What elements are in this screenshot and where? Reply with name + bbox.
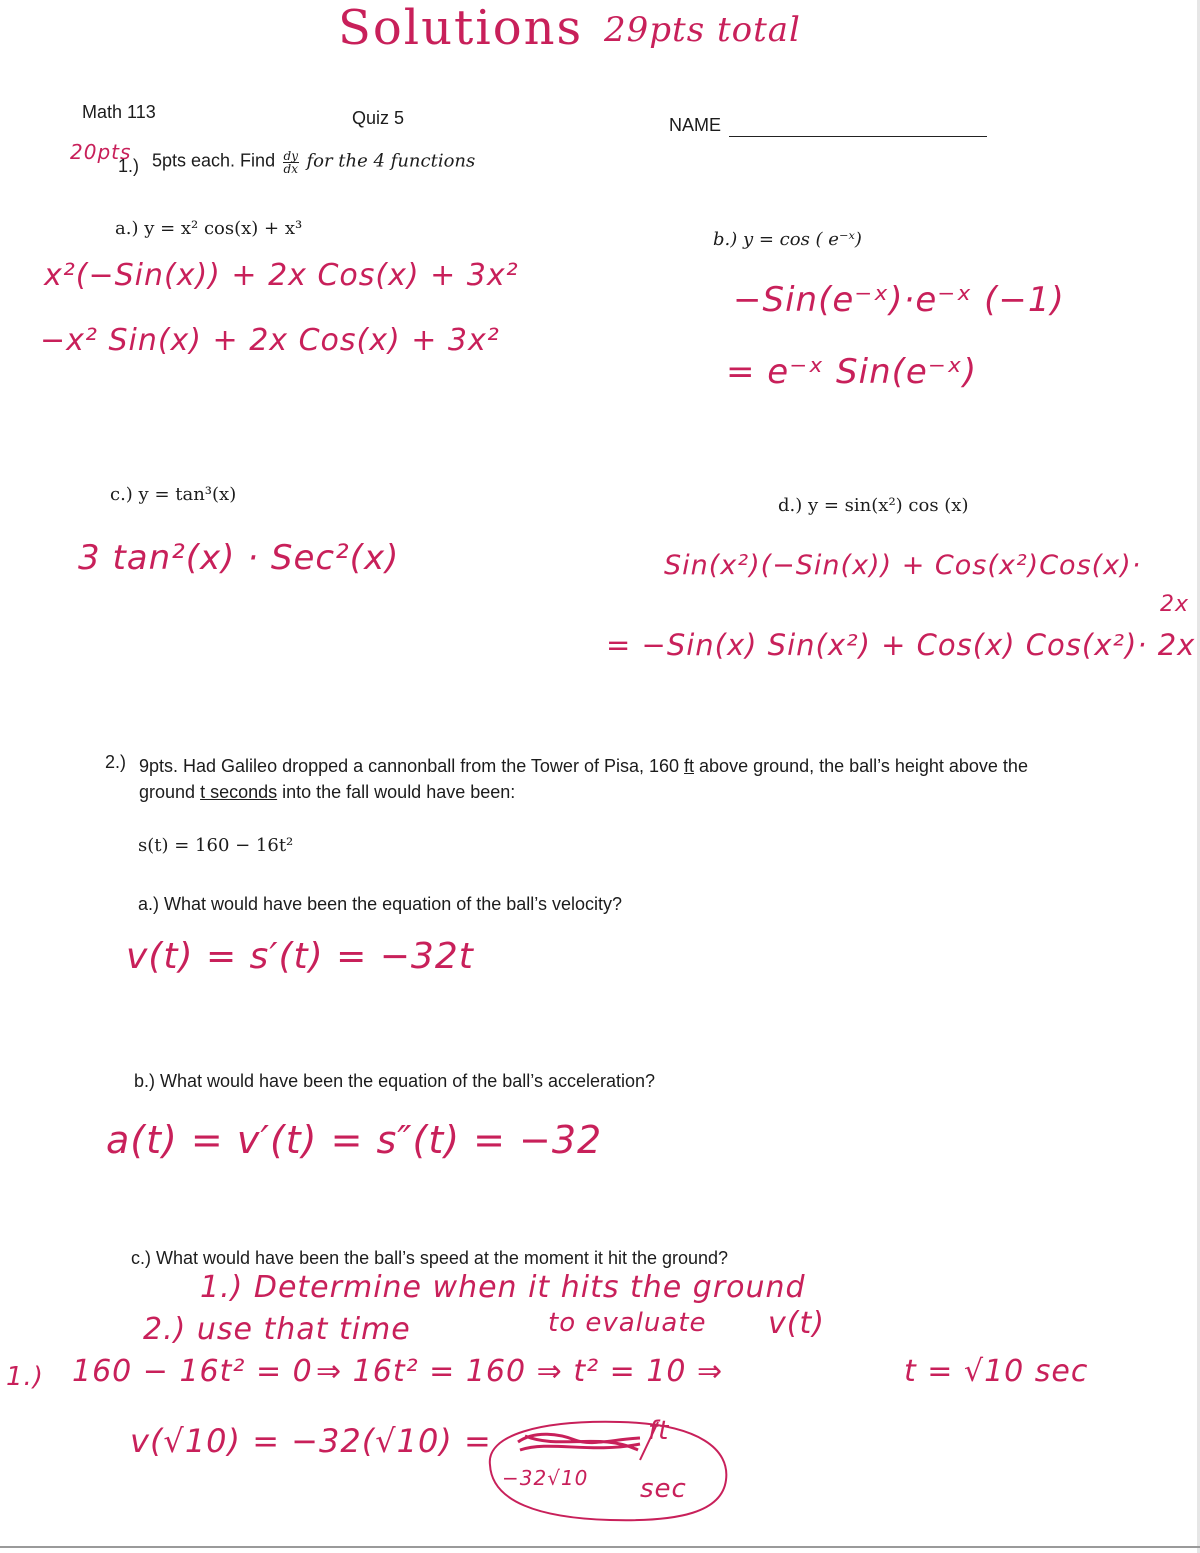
q1-number: 1.) [118,156,140,176]
q2c-work-2: v(√10) = −32(√10) = [130,1422,492,1460]
q2c-step-1: 1.) Determine when it hits the ground [200,1270,806,1305]
q2a-work: v(t) = s′(t) = −32t [126,936,474,977]
page-bottom-edge [0,1546,1200,1548]
name-label: NAME [669,115,722,135]
course-label: Math 113 [82,102,156,122]
q2c-work-1-equation: 160 − 16t² = 0 [72,1354,313,1389]
q2c-step-2-evaluate: to evaluate [548,1308,707,1338]
q1a-work-line-1: x²(−Sin(x)) + 2x Cos(x) + 3x² [44,258,519,293]
answer-unit-ft: ft [648,1416,670,1446]
dy-dx-fraction: $\frac{dy}{dx}$ [283,149,298,176]
q2-prompt-line-2: ground t seconds into the fall would have been: [139,782,516,802]
q1d-work-line-1: Sin(x²)(−Sin(x)) + Cos(x²)Cos(x)· [664,550,1142,581]
answer-value: −32√10 [502,1466,589,1490]
q1-margin-points: 20pts [70,140,132,164]
handwritten-points-total: 29pts total [604,10,801,50]
q2b-question: b.) What would have been the equation of the ball’s acceleration? [134,1071,656,1091]
q1a-function: a.) y = x² cos(x) + x³ [115,218,303,239]
q2c-step-2: 2.) use that time [143,1312,411,1347]
q1d-work-line-1-2x: 2x [1160,592,1190,617]
scribble-mark [518,1434,640,1450]
q2-height-equation: s(t) = 160 − 16t² [138,835,294,856]
q2c-work-1-result: t = √10 sec [904,1354,1089,1389]
q1c-function: c.) y = tan³(x) [110,484,237,505]
name-field-line [729,136,987,137]
handwritten-title: Solutions [338,0,584,56]
q1b-work-line-2: = e⁻ˣ Sin(e⁻ˣ) [726,352,978,392]
q1-prompt-text-after: for the 4 functions [306,150,476,172]
q1-prompt-text: 5pts each. Find [152,150,276,171]
q1b-function: b.) y = cos ( e⁻ˣ) [713,229,862,250]
q2-prompt-line-1: 9pts. Had Galileo dropped a cannonball from the Tower of Pisa, 160 ft above ground, the ball’s height above the [139,756,1028,776]
q1a-work-line-2: −x² Sin(x) + 2x Cos(x) + 3x² [40,323,500,358]
q1b-work-line-1: −Sin(e⁻ˣ)·e⁻ˣ (−1) [733,280,1065,320]
q1c-work: 3 tan²(x) · Sec²(x) [78,538,400,578]
q1d-function: d.) y = sin(x²) cos (x) [778,495,969,516]
answer-unit-sec: sec [640,1474,687,1504]
q2a-question: a.) What would have been the equation of the ball’s velocity? [138,894,622,914]
q2c-work-1-label: 1.) [6,1362,44,1392]
quiz-label: Quiz 5 [352,108,405,128]
q2b-work: a(t) = v′(t) = s″(t) = −32 [106,1118,603,1162]
q1d-work-line-2: = −Sin(x) Sin(x²) + Cos(x) Cos(x²)· 2x [606,628,1196,662]
q2c-step-2-v: v(t) [768,1306,825,1341]
q2-number: 2.) [105,752,127,772]
q2c-work-1-steps: ⇒ 16t² = 160 ⇒ t² = 10 ⇒ [316,1354,724,1389]
q1-prompt [152,150,475,175]
q2c-question: c.) What would have been the ball’s speed at the moment it hit the ground? [131,1248,729,1268]
